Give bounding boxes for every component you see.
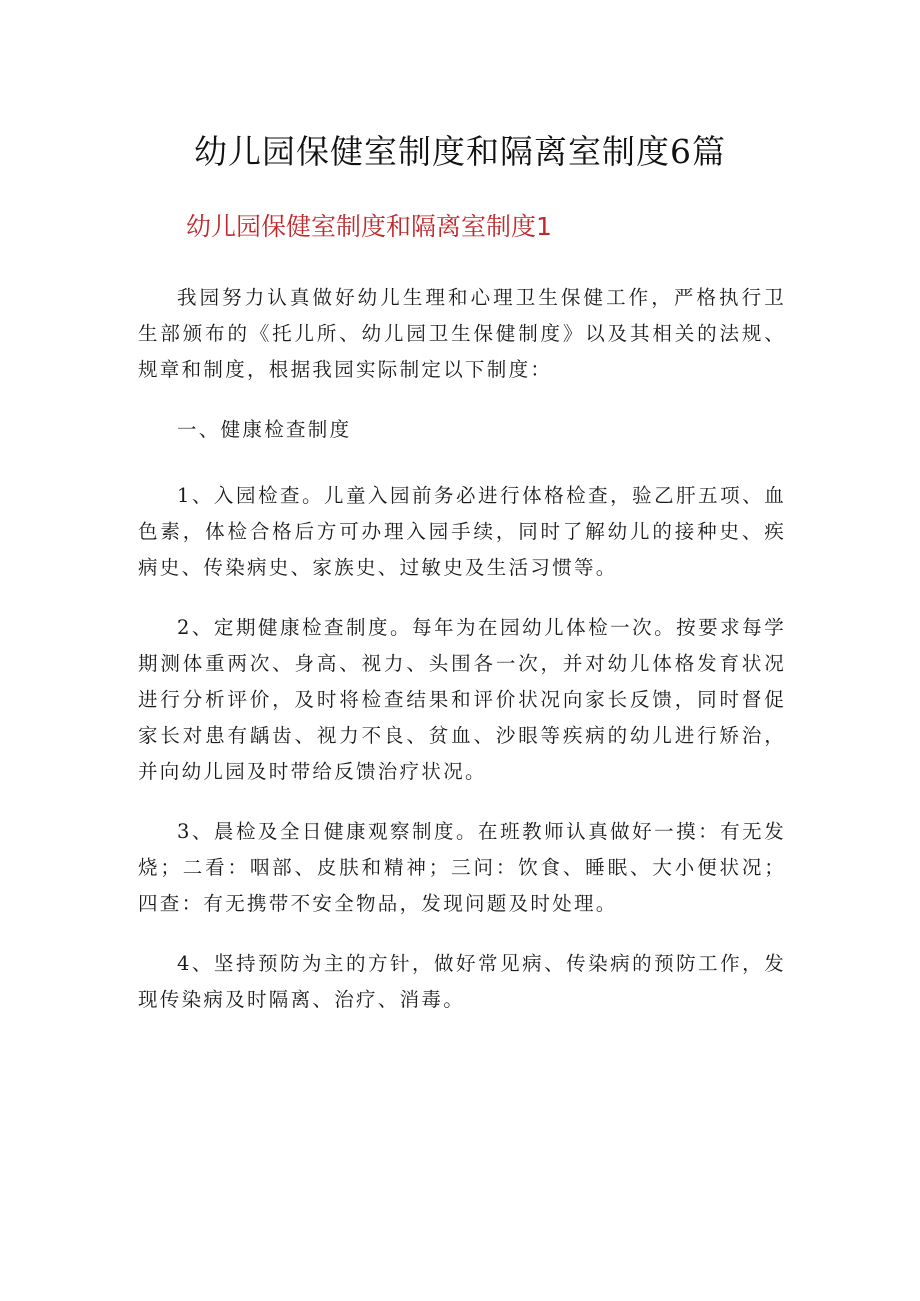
paragraph-periodic-check: 2、定期健康检查制度。每年为在园幼儿体检一次。按要求每学期测体重两次、身高、视力、头围各一次，并对幼儿体格发育状况进行分析评价，及时将检查结果和评价状况向家长反馈，同时督促家长对患有龋齿、视力不良、贫血、沙眼等疾病的幼儿进行矫治，并向幼儿园及时带给反馈治疗状况。 — [138, 616, 786, 783]
paragraph-prevention: 4、坚持预防为主的方针，做好常见病、传染病的预防工作，发现传染病及时隔离、治疗、消毒。 — [138, 952, 786, 1011]
section-title: 幼儿园保健室制度和隔离室制度1 — [186, 212, 552, 241]
document-body — [138, 280, 786, 1042]
document-title: 幼儿园保健室制度和隔离室制度6篇 — [194, 132, 726, 171]
subsection-heading: 一、健康检查制度 — [177, 418, 352, 441]
paragraph-entrance-check: 1、入园检查。儿童入园前务必进行体格检查，验乙肝五项、血色素，体检合格后方可办理入园手续，同时了解幼儿的接种史、疾病史、传染病史、家族史、过敏史及生活习惯等。 — [138, 484, 786, 579]
intro-paragraph: 我园努力认真做好幼儿生理和心理卫生保健工作，严格执行卫生部颁布的《托儿所、幼儿园卫生保健制度》以及其相关的法规、规章和制度，根据我园实际制定以下制度： — [138, 286, 786, 381]
paragraph-morning-check: 3、晨检及全日健康观察制度。在班教师认真做好一摸：有无发烧；二看：咽部、皮肤和精神；三问：饮食、睡眠、大小便状况；四查：有无携带不安全物品，发现问题及时处理。 — [138, 820, 786, 915]
